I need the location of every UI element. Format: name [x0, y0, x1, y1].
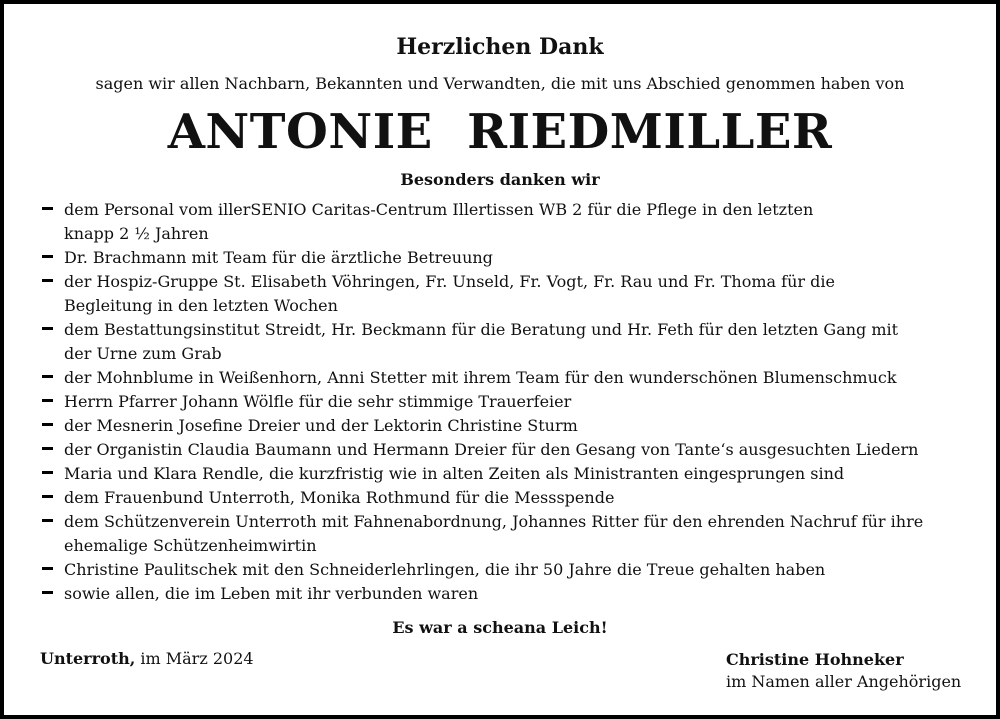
list-item-text: Dr. Brachmann mit Team für die ärztliche Betreuung — [64, 248, 493, 267]
list-item-text: dem Frauenbund Unterroth, Monika Rothmund für die Messspende — [64, 488, 615, 507]
list-item-text: Maria und Klara Rendle, die kurzfristig wie in alten Zeiten als Ministranten eingesprungen sind — [64, 464, 845, 483]
list-item — [40, 246, 970, 270]
list-item — [40, 198, 970, 246]
deceased-name: ANTONIE RIEDMILLER — [167, 104, 833, 160]
subheading: sagen wir allen Nachbarn, Bekannten und Verwandten, die mit uns Abschied genommen haben von — [95, 74, 905, 93]
signature-block — [726, 649, 961, 693]
list-item-text: Herrn Pfarrer Johann Wölfle für die sehr stimmige Trauerfeier — [64, 392, 572, 411]
list-item-text: der Hospiz-Gruppe St. Elisabeth Vöhringen, Fr. Unseld, Fr. Vogt, Fr. Rau und Fr. Thoma für die — [64, 272, 835, 291]
thanks-intro: Besonders danken wir — [400, 170, 600, 189]
date: im März 2024 — [140, 649, 254, 668]
list-item — [40, 318, 970, 366]
list-item — [40, 270, 970, 318]
list-item — [40, 510, 970, 558]
list-item — [40, 438, 970, 462]
list-item-text-continued: ehemalige Schützenheimwirtin — [64, 536, 317, 555]
list-item — [40, 486, 970, 510]
list-item — [40, 366, 970, 390]
list-item-text: sowie allen, die im Leben mit ihr verbunden waren — [64, 584, 479, 603]
list-item-text: dem Bestattungsinstitut Streidt, Hr. Beckmann für die Beratung und Hr. Feth für den letzten Gang mit — [64, 320, 899, 339]
list-item — [40, 390, 970, 414]
list-item — [40, 582, 970, 606]
list-item — [40, 414, 970, 438]
thanks-list — [40, 198, 970, 606]
list-item-text: dem Schützenverein Unterroth mit Fahnenabordnung, Johannes Ritter für den ehrenden Nachruf für ihre — [64, 512, 924, 531]
list-item-text-continued: Begleitung in den letzten Wochen — [64, 296, 338, 315]
closing-line: Es war a scheana Leich! — [392, 618, 608, 637]
list-item-text: der Mohnblume in Weißenhorn, Anni Stetter mit ihrem Team für den wunderschönen Blumenschmuck — [64, 368, 897, 387]
list-item-text-continued: knapp 2 ½ Jahren — [64, 224, 209, 243]
place-date — [40, 649, 254, 668]
place: Unterroth, — [40, 649, 136, 668]
list-item — [40, 462, 970, 486]
heading: Herzlichen Dank — [396, 34, 604, 60]
signature-name: Christine Hohneker — [726, 650, 904, 669]
list-item — [40, 558, 970, 582]
list-item-text: Christine Paulitschek mit den Schneiderlehrlingen, die ihr 50 Jahre die Treue gehalten haben — [64, 560, 826, 579]
list-item-text-continued: der Urne zum Grab — [64, 344, 222, 363]
list-item-text: dem Personal vom illerSENIO Caritas-Centrum Illertissen WB 2 für die Pflege in den letzten — [64, 200, 814, 219]
list-item-text: der Mesnerin Josefine Dreier und der Lektorin Christine Sturm — [64, 416, 578, 435]
list-item-text: der Organistin Claudia Baumann und Hermann Dreier für den Gesang von Tante‘s ausgesuchten Liedern — [64, 440, 919, 459]
signature-note: im Namen aller Angehörigen — [726, 672, 962, 691]
